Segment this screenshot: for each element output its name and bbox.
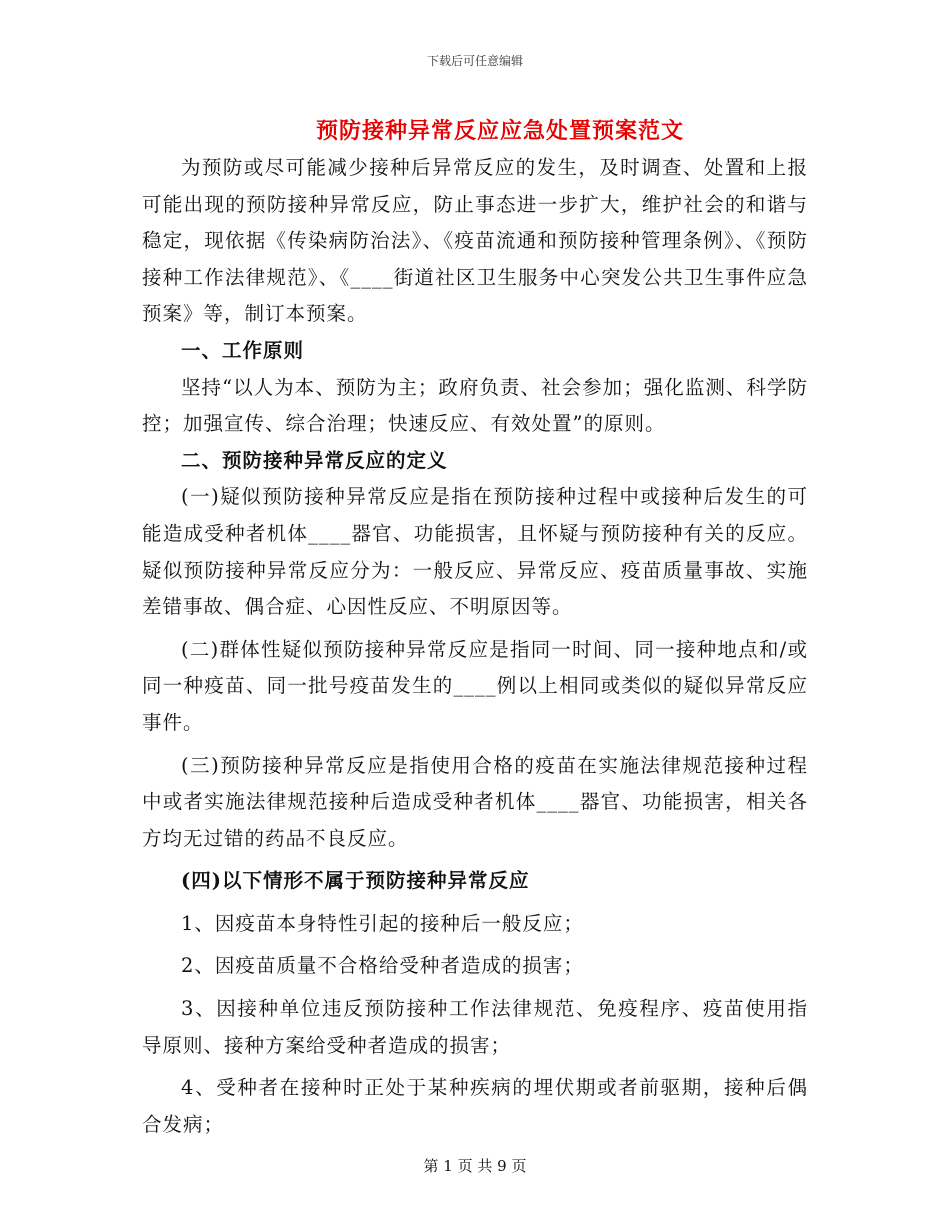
header-note: 下载后可任意编辑 xyxy=(426,54,523,68)
document-body xyxy=(142,150,808,1143)
section-heading-principles: 一、工作原则 xyxy=(181,338,305,362)
subsection-heading-exclusions: (四)以下情形不属于预防接种异常反应 xyxy=(181,869,530,893)
definition-paragraph-1: (一)疑似预防接种异常反应是指在预防接种过程中或接种后发生的可能造成受种者机体____器官、功能损害，且怀疑与预防接种有关的反应。疑似预防接种异常反应分为：一般反应、异常反应、疫苗质量事故、实施差错事故、偶合症、心因性反应、不明原因等。 xyxy=(142,485,808,619)
intro-paragraph: 为预防或尽可能减少接种后异常反应的发生，及时调查、处置和上报可能出现的预防接种异常反应，防止事态进一步扩大，维护社会的和谐与稳定，现依据《传染病防治法》、《疫苗流通和预防接种管理条例》、《预防接种工作法律规范》、《____街道社区卫生服务中心突发公共卫生事件应急预案》等，制订本预案。 xyxy=(142,156,808,326)
exclusion-item-3: 3、因接种单位违反预防接种工作法律规范、免疫程序、疫苗使用指导原则、接种方案给受种者造成的损害； xyxy=(142,997,808,1057)
document-title: 预防接种异常反应应急处置预案范文 xyxy=(315,118,684,144)
exclusion-item-4: 4、受种者在接种时正处于某种疾病的埋伏期或者前驱期，接种后偶合发病； xyxy=(142,1076,808,1136)
definition-paragraph-3: (三)预防接种异常反应是指使用合格的疫苗在实施法律规范接种过程中或者实施法律规范接种后造成受种者机体____器官、功能损害，相关各方均无过错的药品不良反应。 xyxy=(142,753,808,850)
definition-paragraph-2: (二)群体性疑似预防接种异常反应是指同一时间、同一接种地点和/或同一种疫苗、同一批号疫苗发生的____例以上相同或类似的疑似异常反应事件。 xyxy=(142,637,808,734)
section-heading-definition: 二、预防接种异常反应的定义 xyxy=(181,448,448,472)
page-number: 第 1 页 共 9 页 xyxy=(423,1157,527,1175)
exclusion-item-1: 1、因疫苗本身特性引起的接种后一般反应； xyxy=(181,911,584,935)
principles-paragraph: 坚持“以人为本、预防为主；政府负责、社会参加；强化监测、科学防控；加强宣传、综合治理；快速反应、有效处置”的原则。 xyxy=(142,375,808,436)
exclusion-item-2: 2、因疫苗质量不合格给受种者造成的损害； xyxy=(181,954,584,978)
